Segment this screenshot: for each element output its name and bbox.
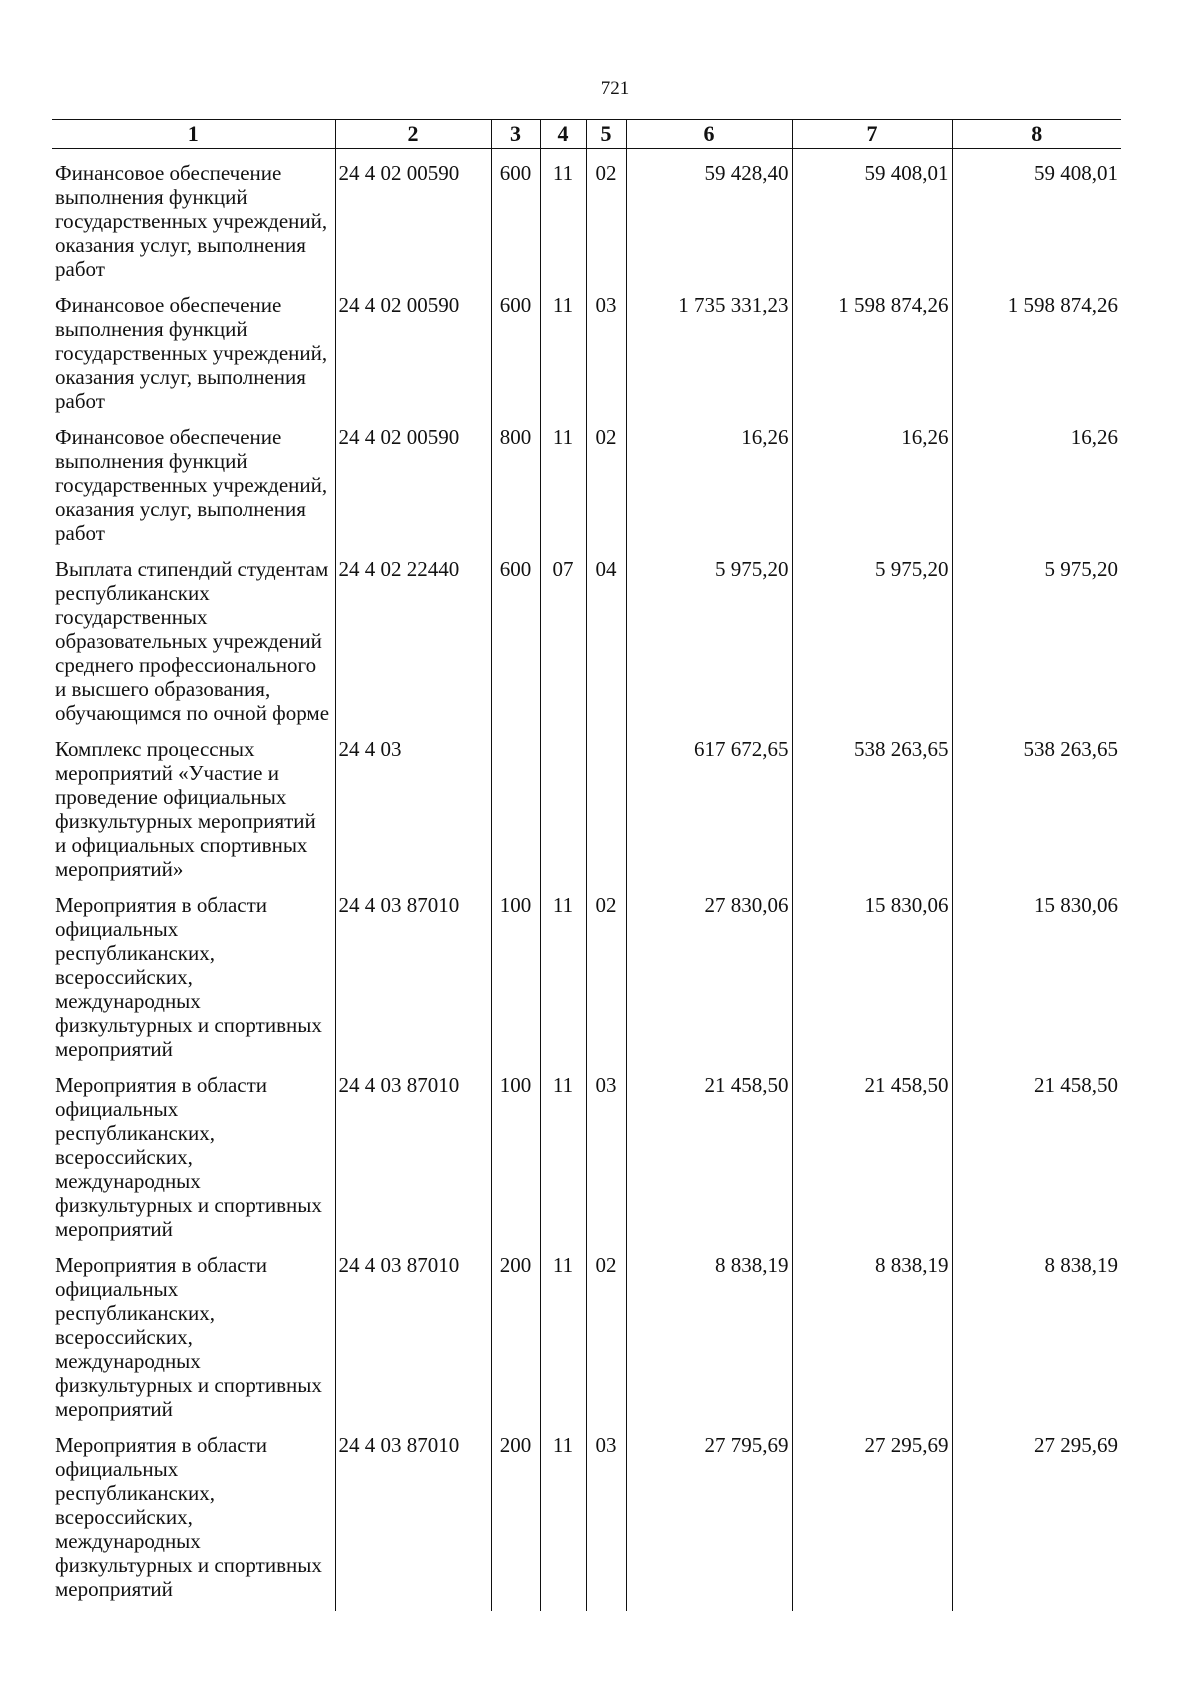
subsection: 02	[586, 413, 626, 545]
amount-col7: 21 458,50	[792, 1061, 952, 1241]
amount-col8: 21 458,50	[952, 1061, 1121, 1241]
expense-type: 600	[491, 149, 540, 282]
amount-col8: 1 598 874,26	[952, 281, 1121, 413]
amount-col6: 21 458,50	[626, 1061, 792, 1241]
amount-col7: 8 838,19	[792, 1241, 952, 1421]
subsection: 03	[586, 1421, 626, 1611]
budget-code: 24 4 03 87010	[335, 1421, 491, 1611]
item-name: Выплата стипендий студентам республиканских государственных образовательных учреждений среднего профессионального и высшего образования, обучающимся по очной форме	[55, 557, 330, 725]
table-row	[52, 413, 1121, 545]
amount-col6: 59 428,40	[626, 149, 792, 282]
amount-col6: 5 975,20	[626, 545, 792, 725]
amount-col8: 538 263,65	[952, 725, 1121, 881]
section: 11	[540, 881, 586, 1061]
column-header: 2	[335, 120, 491, 149]
item-name: Финансовое обеспечение выполнения функций государственных учреждений, оказания услуг, выполнения работ	[55, 161, 328, 281]
budget-code: 24 4 02 00590	[335, 149, 491, 282]
amount-col8: 59 408,01	[952, 149, 1121, 282]
amount-col8: 27 295,69	[952, 1421, 1121, 1611]
column-header: 1	[52, 120, 335, 149]
expense-type: 600	[491, 281, 540, 413]
column-header: 4	[540, 120, 586, 149]
item-name: Финансовое обеспечение выполнения функций государственных учреждений, оказания услуг, выполнения работ	[55, 293, 328, 413]
budget-code: 24 4 03 87010	[335, 881, 491, 1061]
section: 11	[540, 1061, 586, 1241]
amount-col6: 16,26	[626, 413, 792, 545]
expense-type	[491, 725, 540, 881]
amount-col7: 27 295,69	[792, 1421, 952, 1611]
subsection: 04	[586, 545, 626, 725]
amount-col7: 538 263,65	[792, 725, 952, 881]
expense-type: 200	[491, 1241, 540, 1421]
item-name: Мероприятия в области официальных республиканских, всероссийских, международных физкультурных и спортивных мероприятий	[55, 1073, 322, 1241]
section: 07	[540, 545, 586, 725]
column-header: 7	[792, 120, 952, 149]
budget-code: 24 4 03 87010	[335, 1241, 491, 1421]
table-row	[52, 545, 1121, 725]
table-row	[52, 725, 1121, 881]
amount-col6: 8 838,19	[626, 1241, 792, 1421]
subsection: 02	[586, 881, 626, 1061]
amount-col7: 59 408,01	[792, 149, 952, 282]
item-name: Финансовое обеспечение выполнения функций государственных учреждений, оказания услуг, выполнения работ	[55, 425, 328, 545]
table-row	[52, 1061, 1121, 1241]
item-name: Комплекс процессных мероприятий «Участие и проведение официальных физкультурных мероприятий и официальных спортивных мероприятий»	[55, 737, 316, 881]
expense-type: 100	[491, 881, 540, 1061]
expense-type: 100	[491, 1061, 540, 1241]
amount-col6: 27 795,69	[626, 1421, 792, 1611]
table-row	[52, 1421, 1121, 1611]
column-header: 3	[491, 120, 540, 149]
amount-col7: 5 975,20	[792, 545, 952, 725]
table-row	[52, 881, 1121, 1061]
section: 11	[540, 149, 586, 282]
section: 11	[540, 1241, 586, 1421]
budget-code: 24 4 02 00590	[335, 281, 491, 413]
amount-col6: 1 735 331,23	[626, 281, 792, 413]
table-row	[52, 149, 1121, 282]
budget-code: 24 4 03 87010	[335, 1061, 491, 1241]
expense-type: 200	[491, 1421, 540, 1611]
budget-code: 24 4 02 00590	[335, 413, 491, 545]
amount-col7: 15 830,06	[792, 881, 952, 1061]
header-row	[52, 120, 1121, 149]
amount-col8: 8 838,19	[952, 1241, 1121, 1421]
item-name: Мероприятия в области официальных республиканских, всероссийских, международных физкультурных и спортивных мероприятий	[55, 1253, 322, 1421]
section	[540, 725, 586, 881]
amount-col8: 5 975,20	[952, 545, 1121, 725]
subsection	[586, 725, 626, 881]
subsection: 03	[586, 1061, 626, 1241]
page-number: 721	[600, 78, 630, 99]
column-header: 5	[586, 120, 626, 149]
column-header: 8	[952, 120, 1121, 149]
expense-type: 600	[491, 545, 540, 725]
budget-code: 24 4 03	[335, 725, 491, 881]
amount-col6: 617 672,65	[626, 725, 792, 881]
table-row	[52, 281, 1121, 413]
amount-col7: 1 598 874,26	[792, 281, 952, 413]
section: 11	[540, 1421, 586, 1611]
table-row	[52, 1241, 1121, 1421]
section: 11	[540, 281, 586, 413]
budget-code: 24 4 02 22440	[335, 545, 491, 725]
column-header: 6	[626, 120, 792, 149]
subsection: 02	[586, 1241, 626, 1421]
item-name: Мероприятия в области официальных республиканских, всероссийских, международных физкультурных и спортивных мероприятий	[55, 1433, 322, 1601]
subsection: 03	[586, 281, 626, 413]
subsection: 02	[586, 149, 626, 282]
item-name: Мероприятия в области официальных республиканских, всероссийских, международных физкультурных и спортивных мероприятий	[55, 893, 322, 1061]
amount-col7: 16,26	[792, 413, 952, 545]
amount-col6: 27 830,06	[626, 881, 792, 1061]
expense-type: 800	[491, 413, 540, 545]
amount-col8: 15 830,06	[952, 881, 1121, 1061]
amount-col8: 16,26	[952, 413, 1121, 545]
section: 11	[540, 413, 586, 545]
budget-table	[52, 119, 1121, 1611]
